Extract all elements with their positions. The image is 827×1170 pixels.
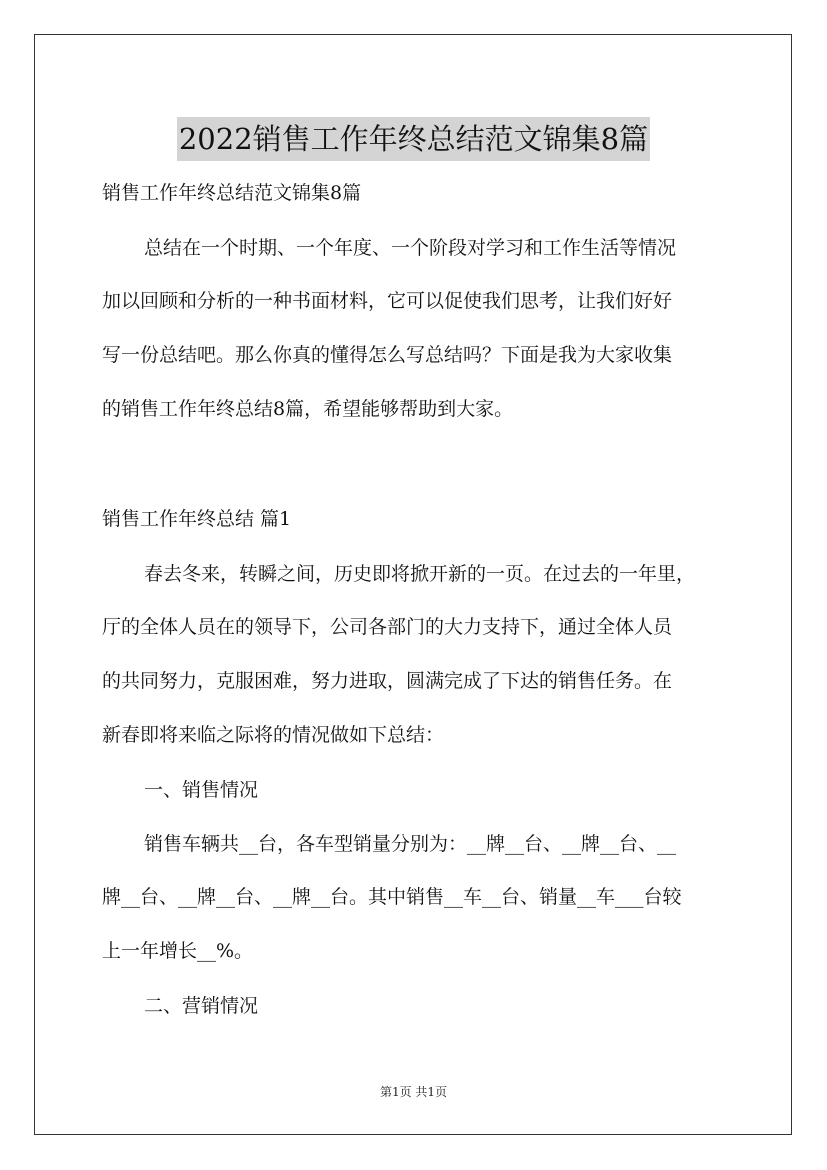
paragraph-line: 的共同努力，克服困难，努力进取，圆满完成了下达的销售任务。在 xyxy=(102,670,673,692)
subsection-heading: 二、营销情况 xyxy=(144,995,259,1017)
paragraph-line: 厅的全体人员在的领导下，公司各部门的大力支持下，通过全体人员 xyxy=(102,616,673,638)
paragraph-line: 加以回顾和分析的一种书面材料，它可以促使我们思考，让我们好好 xyxy=(102,290,673,312)
subsection-heading: 一、销售情况 xyxy=(144,779,259,801)
paragraph-line: 牌__台、__牌__台、__牌__台。其中销售__车__台、销量__车___台较 xyxy=(102,886,682,908)
paragraph-line: 春去冬来，转瞬之间，历史即将掀开新的一页。在过去的一年里， xyxy=(144,563,696,585)
page-footer: 第1页 共1页 xyxy=(379,1085,448,1099)
paragraph-line: 销售车辆共__台，各车型销量分别为：__牌__台、__牌__台、__ xyxy=(144,833,677,855)
paragraph-line: 上一年增长__%。 xyxy=(102,940,254,962)
document-title: 2022销售工作年终总结范文锦集8篇 xyxy=(177,117,650,161)
title-wrap xyxy=(0,98,827,181)
section-heading: 销售工作年终总结 篇1 xyxy=(102,508,292,530)
paragraph-line: 写一份总结吧。那么你真的懂得怎么写总结吗？下面是我为大家收集 xyxy=(102,344,673,366)
paragraph-line: 新春即将来临之际将的情况做如下总结： xyxy=(102,724,445,746)
paragraph-line: 的销售工作年终总结8篇，希望能够帮助到大家。 xyxy=(102,398,514,420)
document-subtitle: 销售工作年终总结范文锦集8篇 xyxy=(102,182,362,204)
paragraph-line: 总结在一个时期、一个年度、一个阶段对学习和工作生活等情况 xyxy=(144,237,677,259)
